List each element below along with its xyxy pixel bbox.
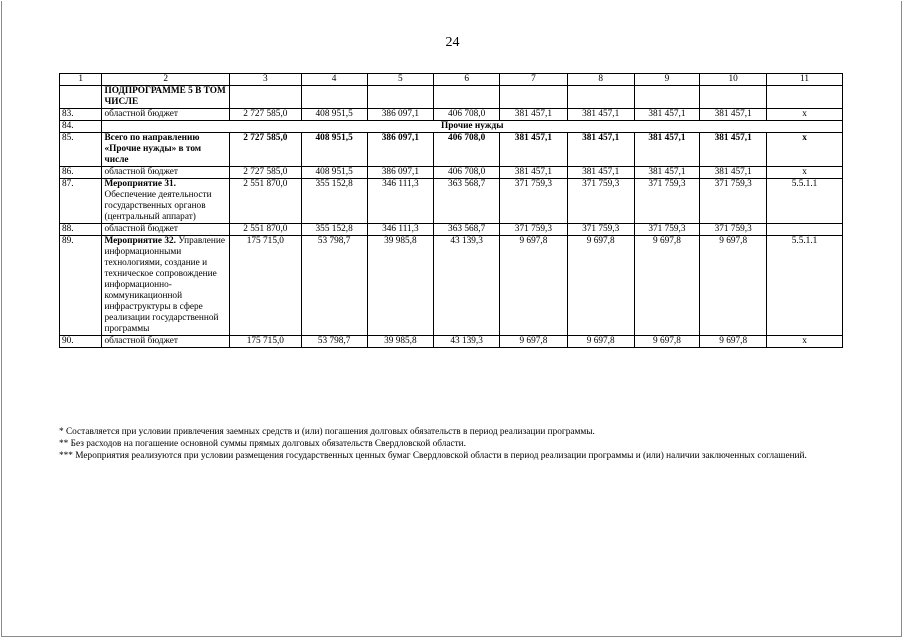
reference-cell: 5.5.1.1 <box>767 179 843 224</box>
reference-cell <box>767 224 843 236</box>
amount-cell: 39 985,8 <box>367 236 434 336</box>
column-header: 8 <box>567 74 634 86</box>
amount-cell: 9 697,8 <box>634 336 700 348</box>
amount-cell: 381 457,1 <box>634 133 700 167</box>
row-number-cell <box>60 86 102 109</box>
amount-cell: 408 951,5 <box>301 133 367 167</box>
activity-title: Мероприятие 32. <box>104 236 176 246</box>
amount-cell: 355 152,8 <box>301 224 367 236</box>
amount-cell: 39 985,8 <box>367 336 434 348</box>
item-name-cell <box>102 167 229 179</box>
item-name-text: Обеспечение деятельности государственных органов (центральный аппарат) <box>104 190 212 222</box>
row-number-cell: 84. <box>60 121 102 133</box>
amount-cell: 371 759,3 <box>567 179 634 224</box>
footnote: *** Мероприятия реализуются при условии размещения государственных ценных бумаг Свердловской области в период реализации программы и (или) наличии заключенных соглашений. <box>59 451 807 461</box>
amount-cell: 9 697,8 <box>567 236 634 336</box>
amount-cell: 363 568,7 <box>434 179 500 224</box>
item-name-text: ПОДПРОГРАММЕ 5 В ТОМ ЧИСЛЕ <box>104 86 226 107</box>
amount-cell <box>367 86 434 109</box>
column-header: 3 <box>229 74 301 86</box>
row-number-cell: 90. <box>60 336 102 348</box>
column-header: 9 <box>634 74 700 86</box>
table-row <box>60 179 843 224</box>
amount-cell: 381 457,1 <box>700 133 767 167</box>
amount-cell: 381 457,1 <box>567 167 634 179</box>
footnote: ** Без расходов на погашение основной суммы прямых долговых обязательств Свердловской области. <box>59 439 466 449</box>
amount-cell: 408 951,5 <box>301 167 367 179</box>
row-number-cell: 88. <box>60 224 102 236</box>
column-header: 4 <box>301 74 367 86</box>
item-name-cell <box>102 336 229 348</box>
amount-cell: 175 715,0 <box>229 236 301 336</box>
amount-cell: 9 697,8 <box>500 236 568 336</box>
item-name-text: Управление информационными технологиями, создание и техническое сопровождение информационно-коммуникационной инфраструктуры в сфере реализации государственной программы <box>104 236 225 334</box>
item-name-cell <box>102 224 229 236</box>
item-name-cell <box>102 179 229 224</box>
amount-cell: 371 759,3 <box>500 224 568 236</box>
column-header: 1 <box>60 74 102 86</box>
table-row <box>60 121 843 133</box>
amount-cell <box>634 86 700 109</box>
item-name-text: областной бюджет <box>104 224 178 234</box>
footnotes <box>59 426 849 462</box>
item-name-text: областной бюджет <box>104 336 178 346</box>
amount-cell: 386 097,1 <box>367 133 434 167</box>
amount-cell: 2 551 870,0 <box>229 179 301 224</box>
amount-cell <box>229 86 301 109</box>
amount-cell: 363 568,7 <box>434 224 500 236</box>
row-number-cell: 85. <box>60 133 102 167</box>
column-header: 11 <box>767 74 843 86</box>
amount-cell: 371 759,3 <box>700 224 767 236</box>
amount-cell: 355 152,8 <box>301 179 367 224</box>
amount-cell: 2 727 585,0 <box>229 109 301 121</box>
reference-cell: х <box>767 336 843 348</box>
amount-cell: 9 697,8 <box>700 236 767 336</box>
item-name-text: областной бюджет <box>104 109 178 119</box>
budget-table <box>59 73 843 348</box>
table-body <box>60 86 843 348</box>
amount-cell: 371 759,3 <box>700 179 767 224</box>
amount-cell: 43 139,3 <box>434 336 500 348</box>
amount-cell: 386 097,1 <box>367 167 434 179</box>
amount-cell: 371 759,3 <box>634 224 700 236</box>
item-name-cell <box>102 109 229 121</box>
amount-cell: 9 697,8 <box>500 336 568 348</box>
column-header: 7 <box>500 74 568 86</box>
column-header: 2 <box>102 74 229 86</box>
amount-cell: 346 111,3 <box>367 224 434 236</box>
amount-cell: 53 798,7 <box>301 236 367 336</box>
item-name-cell <box>102 133 229 167</box>
reference-cell: х <box>767 133 843 167</box>
amount-cell: 381 457,1 <box>700 109 767 121</box>
amount-cell: 406 708,0 <box>434 109 500 121</box>
amount-cell: 175 715,0 <box>229 336 301 348</box>
amount-cell: 381 457,1 <box>634 167 700 179</box>
amount-cell: 381 457,1 <box>500 167 568 179</box>
amount-cell: 386 097,1 <box>367 109 434 121</box>
footnote: * Составляется при условии привлечения заемных средств и (или) погашения долговых обязательств в период реализации программы. <box>59 427 595 437</box>
table-row <box>60 336 843 348</box>
amount-cell: 381 457,1 <box>500 133 568 167</box>
amount-cell: 2 727 585,0 <box>229 167 301 179</box>
item-name-text: Всего по направлению «Прочие нужды» в том числе <box>104 133 202 165</box>
item-name-cell <box>102 86 229 109</box>
row-number-cell: 86. <box>60 167 102 179</box>
column-header: 6 <box>434 74 500 86</box>
amount-cell: 406 708,0 <box>434 133 500 167</box>
amount-cell: 43 139,3 <box>434 236 500 336</box>
item-name-cell <box>102 236 229 336</box>
amount-cell: 371 759,3 <box>500 179 568 224</box>
amount-cell: 381 457,1 <box>500 109 568 121</box>
amount-cell: 381 457,1 <box>634 109 700 121</box>
amount-cell: 381 457,1 <box>700 167 767 179</box>
column-header: 5 <box>367 74 434 86</box>
amount-cell <box>434 86 500 109</box>
reference-cell: х <box>767 109 843 121</box>
row-number-cell: 89. <box>60 236 102 336</box>
table-row <box>60 86 843 109</box>
column-header: 10 <box>700 74 767 86</box>
section-title-cell: Прочие нужды <box>102 121 843 133</box>
reference-cell: 5.5.1.1 <box>767 236 843 336</box>
amount-cell: 9 697,8 <box>567 336 634 348</box>
amount-cell: 408 951,5 <box>301 109 367 121</box>
amount-cell: 381 457,1 <box>567 109 634 121</box>
column-number-row <box>60 74 843 86</box>
amount-cell: 406 708,0 <box>434 167 500 179</box>
amount-cell <box>500 86 568 109</box>
amount-cell <box>700 86 767 109</box>
amount-cell: 9 697,8 <box>634 236 700 336</box>
amount-cell: 53 798,7 <box>301 336 367 348</box>
row-number-cell: 83. <box>60 109 102 121</box>
amount-cell <box>567 86 634 109</box>
table-row <box>60 109 843 121</box>
amount-cell: 346 111,3 <box>367 179 434 224</box>
amount-cell: 371 759,3 <box>634 179 700 224</box>
reference-cell <box>767 86 843 109</box>
table-row <box>60 224 843 236</box>
amount-cell: 2 727 585,0 <box>229 133 301 167</box>
amount-cell: 371 759,3 <box>567 224 634 236</box>
table-row <box>60 167 843 179</box>
activity-title: Мероприятие 31. <box>104 179 176 189</box>
reference-cell: х <box>767 167 843 179</box>
row-number-cell: 87. <box>60 179 102 224</box>
item-name-text: областной бюджет <box>104 167 178 177</box>
table-row <box>60 133 843 167</box>
amount-cell: 381 457,1 <box>567 133 634 167</box>
page-number: 24 <box>445 35 460 50</box>
amount-cell: 9 697,8 <box>700 336 767 348</box>
table-row <box>60 236 843 336</box>
amount-cell <box>301 86 367 109</box>
amount-cell: 2 551 870,0 <box>229 224 301 236</box>
